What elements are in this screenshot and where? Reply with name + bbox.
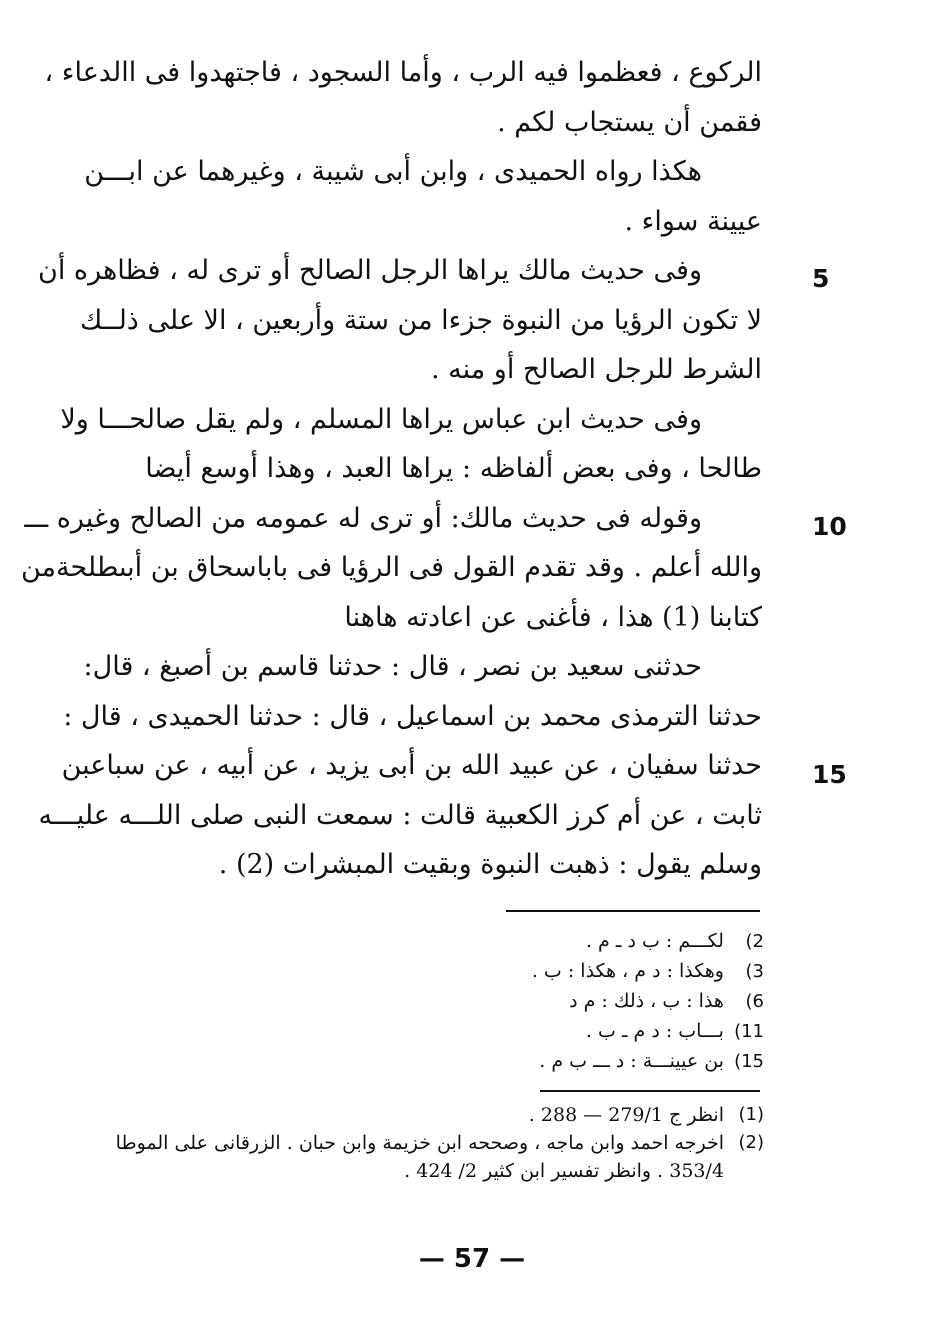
page-number: — 57 — (418, 1244, 526, 1274)
text-line-6: لا تكون الرؤيا من النبوة جزءا من ستة وأربعين ، الا على ذلــك (80, 304, 762, 336)
variant-text: بن عيينـــة : د ـــ ب م . (539, 1050, 724, 1072)
variant-text: وهكذا : د م ، هكذا : ب . (531, 960, 724, 982)
text-line-13: حدثنى سعيد بن نصر ، قال : حدثنا قاسم بن أصبغ ، قال: (83, 651, 702, 682)
footnote-number: (1) (738, 1104, 764, 1125)
text-line-8: وفى حديث ابن عباس يراها المسلم ، ولم يقل صالحـــا ولا (60, 403, 702, 435)
variant-line (440, 986, 764, 1016)
footnotes (84, 1101, 764, 1185)
footnote (84, 1129, 764, 1185)
variant-line-ref: 2) (745, 931, 764, 952)
text-line-16: ثابت ، عن أم كرز الكعبية قالت : سمعت النبى صلى اللـــه عليـــه (38, 799, 762, 831)
text-line-2: فقمن أن يستجاب لكم . (497, 106, 762, 138)
footnote-text: اخرجه احمد وابن ماجه ، وصححه ابن خزيمة وابن حبان . الزرقانى على الموطا 353/4 . وانظر تفسير ابن كثير 2/ 424 . (115, 1132, 724, 1182)
text-line-4: عيينة سواء . (624, 205, 762, 237)
variant-text: بـــاب : د م ـ ب . (585, 1020, 724, 1042)
line-number-10: 10 (812, 512, 847, 541)
variant-text: هذا : ب ، ذلك : م د (569, 990, 724, 1012)
variant-line-ref: 11) (734, 1021, 764, 1042)
variant-line (440, 1016, 764, 1046)
text-line-17: وسلم يقول : ذهبت النبوة وبقيت المبشرات (2) . (218, 849, 762, 880)
text-line-12: كتابنا (1) هذا ، فأغنى عن اعادته هاهنا (344, 601, 762, 633)
text-line-3: هكذا رواه الحميدى ، وابن أبى شيبة ، وغيرهما عن ابـــن (84, 156, 702, 187)
text-line-5: وفى حديث مالك يراها الرجل الصالح أو ترى له ، فظاهره أن (38, 255, 702, 286)
line-number-5: 5 (812, 264, 830, 293)
text-line-15: حدثنا سفيان ، عن عبيد الله بن أبى يزيد ، عن أبيه ، عن سباعبن (61, 750, 762, 781)
text-line-10: وقوله فى حديث مالك: أو ترى له عمومه من الصالح وغيره ـــ (24, 502, 702, 534)
variant-line-ref: 6) (745, 991, 764, 1012)
variant-line (440, 956, 764, 986)
text-line-9: طالحا ، وفى بعض ألفاظه : يراها العبد ، وهذا أوسع أيضا (145, 453, 762, 484)
variants-separator (506, 910, 760, 912)
line-number-15: 15 (812, 760, 847, 789)
text-line-1: الركوع ، فعظموا فيه الرب ، وأما السجود ، فاجتهدوا فى االدعاء ، (44, 57, 762, 88)
text-line-11: والله أعلم . وقد تقدم القول فى الرؤيا فى باباسحاق بن أبىطلحةمن (21, 552, 762, 583)
variant-line-ref: 3) (745, 961, 764, 982)
text-line-7: الشرط للرجل الصالح أو منه . (430, 354, 762, 385)
textual-variants (440, 926, 764, 1076)
footnote-number: (2) (738, 1132, 764, 1153)
variant-line-ref: 15) (734, 1051, 764, 1072)
footnote (84, 1101, 764, 1129)
text-line-14: حدثنا الترمذى محمد بن اسماعيل ، قال : حدثنا الحميدى ، قال : (63, 700, 762, 732)
footnote-text: انظر ج 279/1 — 288 . (528, 1104, 724, 1126)
main-text-block (21, 48, 762, 890)
variant-line (440, 926, 764, 956)
footnotes-separator (540, 1090, 760, 1092)
variant-text: لكـــم : ب د ـ م . (585, 930, 724, 952)
variant-line (440, 1046, 764, 1076)
